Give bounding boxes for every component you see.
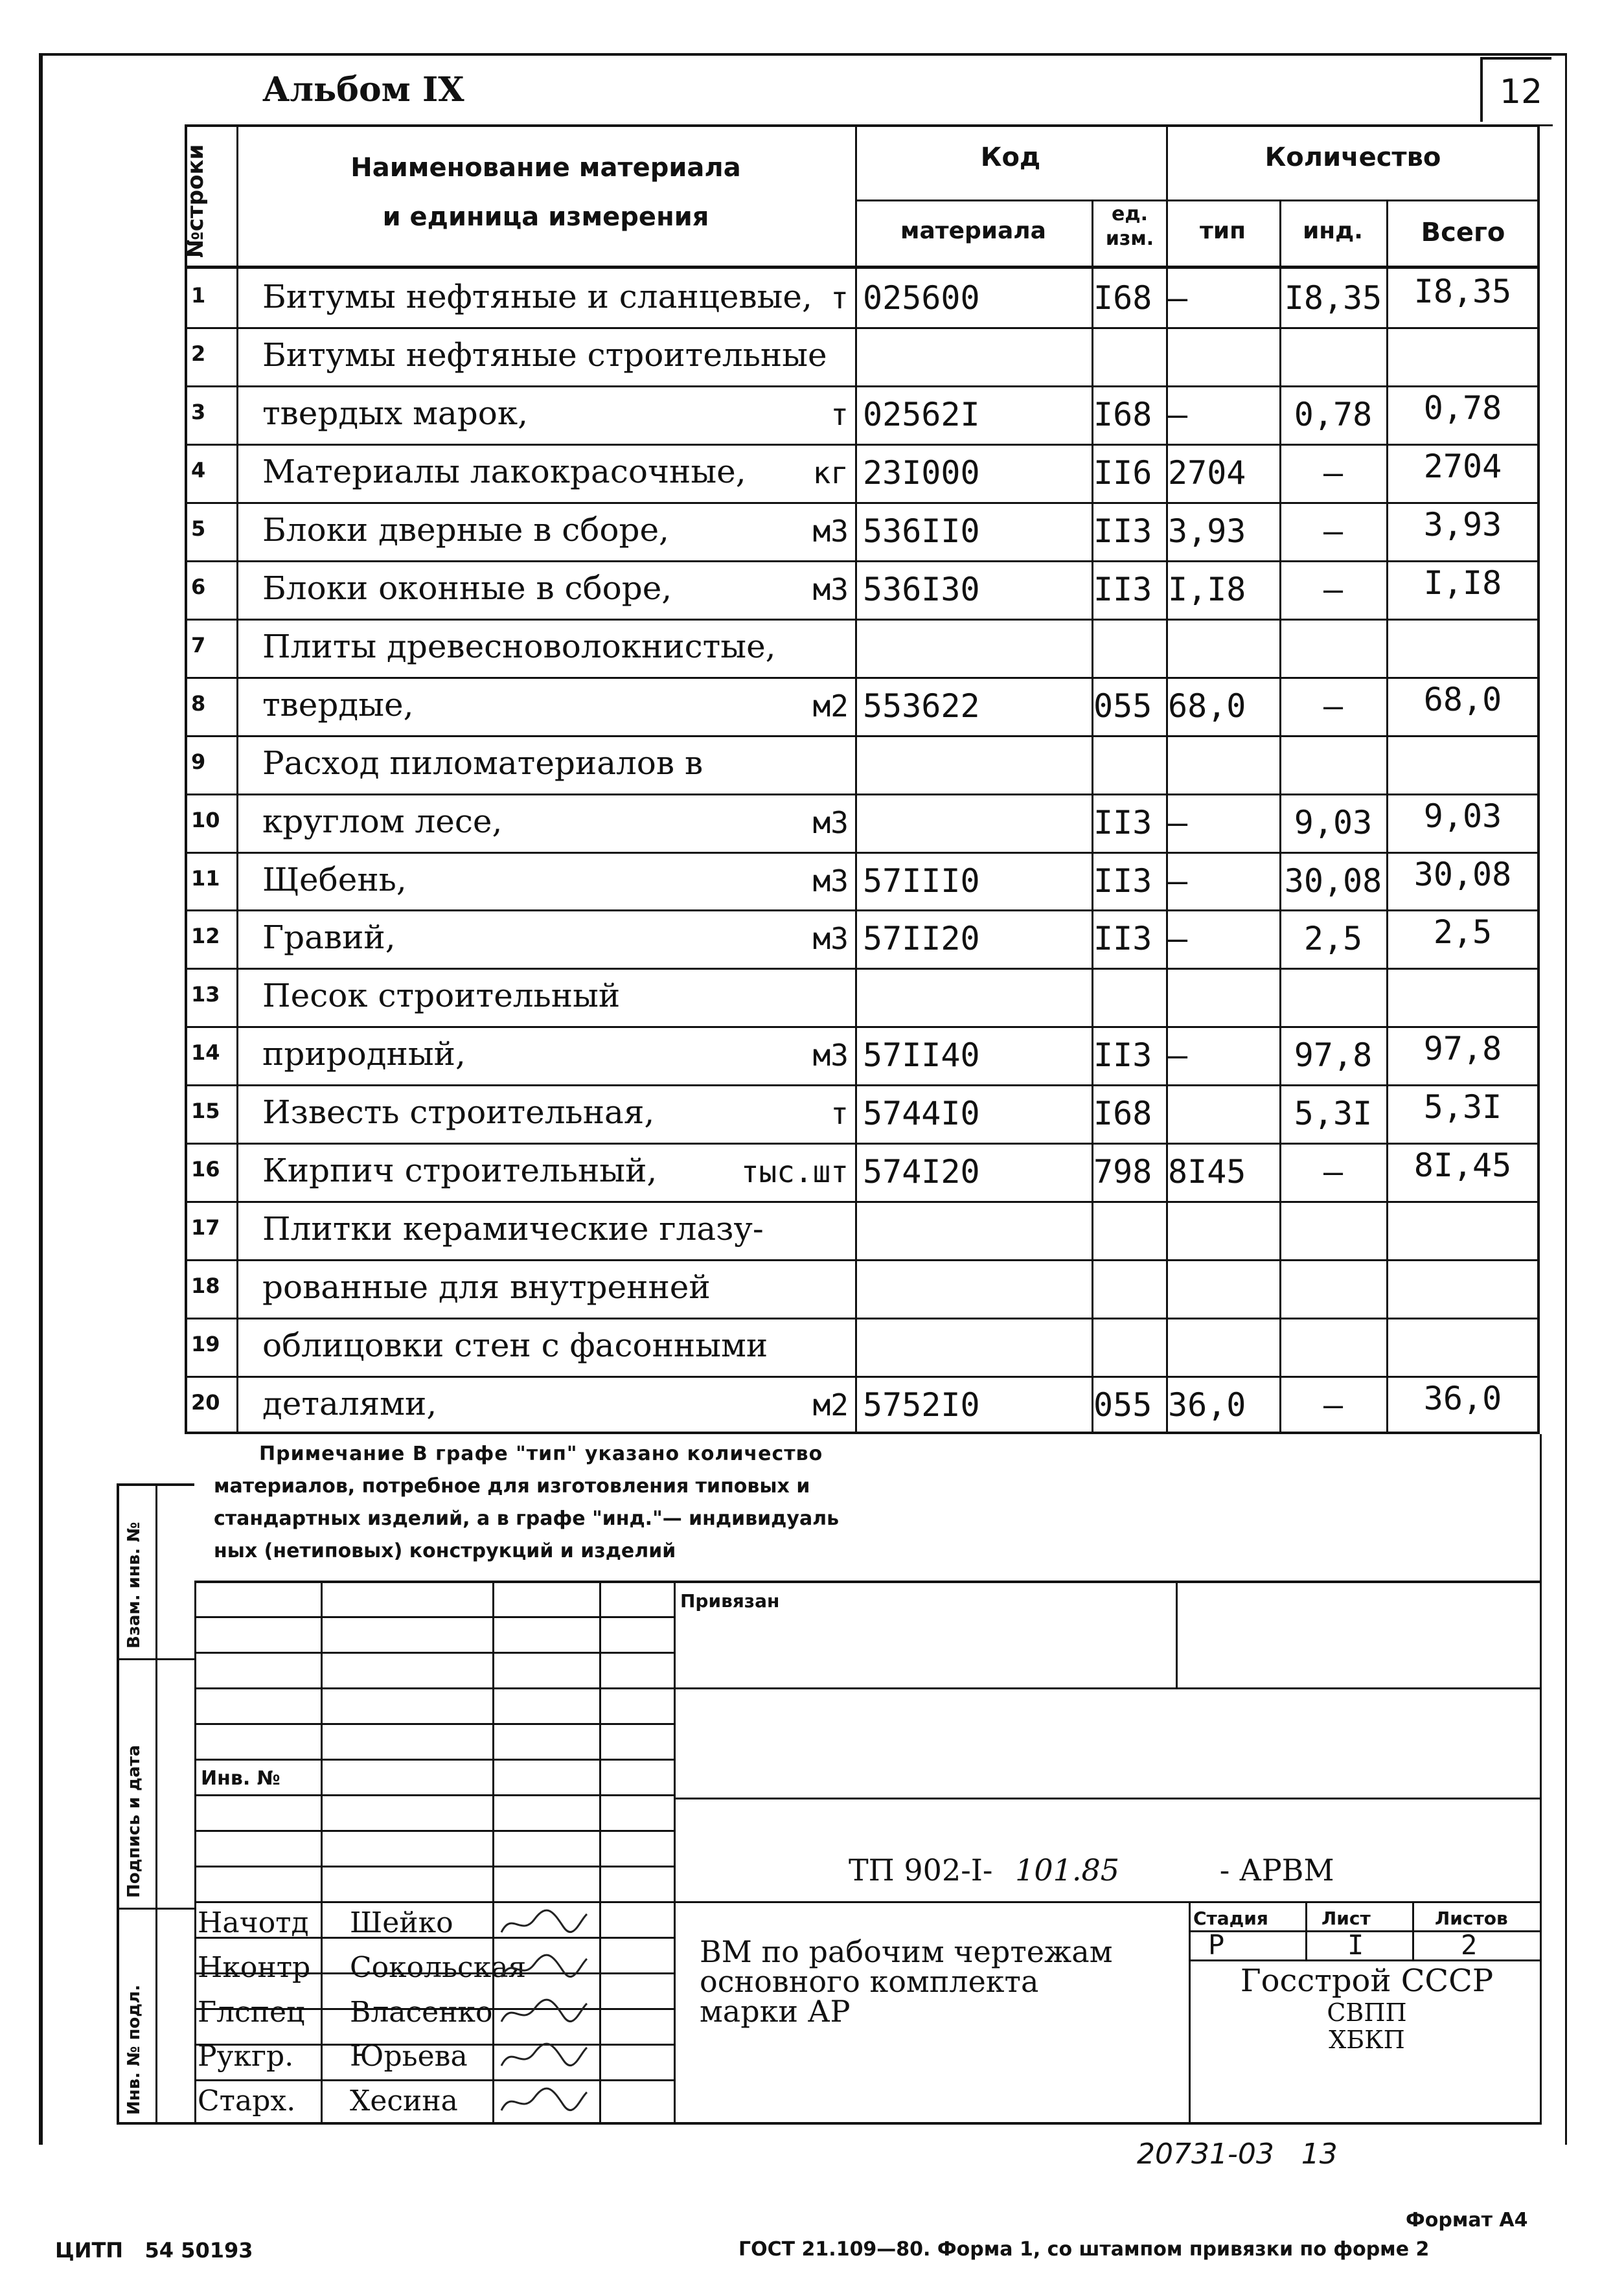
row-number: 8 <box>191 691 206 716</box>
signature-name: Шейко <box>350 1906 453 1939</box>
signature-role: Начотд <box>198 1906 309 1939</box>
signature-scribble <box>499 2086 589 2117</box>
note-line: стандартных изделий, а в графе "инд."— индивидуаль <box>214 1507 840 1530</box>
row-number-header: №строки <box>183 144 209 258</box>
sheet-value: I <box>1347 1929 1364 1961</box>
qty-total: 97,8 <box>1423 1030 1502 1068</box>
material-name: Материалы лакокрасочные, <box>262 452 746 490</box>
signature-name: Сокольская <box>350 1950 527 1984</box>
material-name: твердые, <box>262 685 414 724</box>
row-number: 7 <box>191 632 206 657</box>
table-row <box>185 560 1540 619</box>
unit-code: 055 <box>1093 687 1152 725</box>
title-line: основного комплекта <box>700 1964 1039 1999</box>
organization <box>1192 1963 1542 2053</box>
material-name: Известь строительная, <box>262 1093 655 1132</box>
signature-role: Глспец <box>198 1995 305 2029</box>
qty-total-header: Всего <box>1421 218 1505 247</box>
name-header-line1: Наименование материала <box>350 153 741 183</box>
qty-total: 68,0 <box>1423 680 1502 718</box>
material-unit: м3 <box>812 863 849 898</box>
unit-code: II3 <box>1093 1036 1152 1075</box>
row-number: 12 <box>191 924 220 949</box>
stage-value: Р <box>1208 1929 1225 1961</box>
footer-right: ГОСТ 21.109—80. Форма 1, со штампом привязки по форме 2 <box>738 2238 1430 2261</box>
qty-type: 3,93 <box>1168 512 1246 550</box>
material-unit: т <box>830 280 849 315</box>
material-code: 536II0 <box>863 512 980 550</box>
unit-code: II3 <box>1093 920 1152 958</box>
sheets-value: 2 <box>1461 1929 1478 1961</box>
material-name: Плиты древесноволокнистые, <box>262 627 776 665</box>
material-code: 574I20 <box>863 1153 980 1191</box>
material-name: Кирпич строительный, <box>262 1152 658 1190</box>
title-line: марки АР <box>700 1994 851 2029</box>
unit-code: 798 <box>1093 1153 1152 1191</box>
qty-total: I8,35 <box>1413 273 1512 310</box>
unit-code: II3 <box>1093 570 1152 608</box>
side-label-podpis: Подпись и дата <box>124 1744 144 1898</box>
material-name: Битумы нефтяные строительные <box>262 336 827 374</box>
row-number: 5 <box>191 516 206 541</box>
org-line: ХБКП <box>1329 2026 1405 2054</box>
format-label: Формат А4 <box>1406 2209 1528 2232</box>
qty-ind-header: инд. <box>1303 218 1363 244</box>
material-unit: м3 <box>812 1038 849 1073</box>
qty-type: — <box>1168 803 1188 841</box>
row-number: 11 <box>191 865 220 891</box>
quantity-header: Количество <box>1264 143 1441 172</box>
material-code: 57II20 <box>863 920 980 958</box>
signature-role: Рукгр. <box>198 2040 294 2073</box>
table-row <box>185 1084 1540 1143</box>
note-line: Примечание В графе "тип" указано количество <box>259 1443 823 1465</box>
unit-code: I68 <box>1093 1095 1152 1133</box>
material-code: 025600 <box>863 279 980 317</box>
material-code: 5744I0 <box>863 1095 980 1133</box>
handwritten-number: 20731-03 13 <box>1137 2138 1338 2171</box>
row-number: 14 <box>191 1040 220 1066</box>
row-number: 6 <box>191 574 206 599</box>
code-header: Код <box>980 143 1041 172</box>
table-row <box>185 444 1540 502</box>
qty-ind: — <box>1323 687 1344 725</box>
material-name: Щебень, <box>262 860 407 898</box>
qty-total: 36,0 <box>1423 1380 1502 1418</box>
table-row <box>185 1201 1540 1259</box>
signature-role: Нконтр <box>198 1950 311 1984</box>
note-line: ных (нетиповых) конструкций и изделий <box>214 1540 676 1562</box>
qty-ind: 5,3I <box>1294 1095 1373 1133</box>
material-name: Песок строительный <box>262 977 621 1015</box>
material-name: Гравий, <box>262 919 396 957</box>
signature-scribble <box>499 2041 589 2072</box>
qty-ind: 9,03 <box>1294 803 1373 841</box>
qty-ind: — <box>1323 570 1344 608</box>
table-row <box>185 269 1540 327</box>
qty-total: 3,93 <box>1423 505 1502 543</box>
table-row <box>185 1143 1540 1201</box>
qty-type: — <box>1168 395 1188 433</box>
document-title <box>700 1934 1113 2029</box>
table-row <box>185 852 1540 910</box>
material-unit: м3 <box>812 805 849 840</box>
qty-ind: — <box>1323 512 1344 550</box>
qty-total: 2,5 <box>1433 913 1492 952</box>
material-code: 5752I0 <box>863 1386 980 1424</box>
qty-type: — <box>1168 279 1188 317</box>
material-code: 57II40 <box>863 1036 980 1075</box>
qty-type: 36,0 <box>1168 1386 1246 1424</box>
qty-type: — <box>1168 862 1188 900</box>
qty-type: 2704 <box>1168 453 1246 492</box>
unit-code: II3 <box>1093 862 1152 900</box>
row-number: 1 <box>191 283 206 308</box>
org-line: СВПП <box>1327 1998 1407 2027</box>
material-code: 57III0 <box>863 862 980 900</box>
material-name: твердых марок, <box>262 394 529 432</box>
side-label-vzam: Взам. инв. № <box>124 1522 144 1649</box>
qty-total: 30,08 <box>1413 855 1512 893</box>
qty-type: 8I45 <box>1168 1153 1246 1191</box>
material-code: 02562I <box>863 395 980 433</box>
sheets-label: Листов <box>1435 1908 1508 1929</box>
signature-name: Хесина <box>350 2084 458 2118</box>
note <box>214 1438 1056 1568</box>
inv-no-label: Инв. № <box>201 1767 280 1790</box>
qty-type: 68,0 <box>1168 687 1246 725</box>
unit-code: II3 <box>1093 512 1152 550</box>
qty-ind: 30,08 <box>1284 862 1382 900</box>
doc-code-handwritten: 101.85 <box>1015 1853 1120 1888</box>
table-row <box>185 619 1540 677</box>
material-name: Блоки оконные в сборе, <box>262 569 672 607</box>
unit-code: II3 <box>1093 803 1152 841</box>
material-code: 553622 <box>863 687 980 725</box>
qty-type: — <box>1168 1036 1188 1075</box>
side-label-inv-podl: Инв. № подл. <box>124 1984 144 2115</box>
row-number: 13 <box>191 982 220 1007</box>
unit-code: 055 <box>1093 1386 1152 1424</box>
qty-total: 8I,45 <box>1413 1147 1512 1185</box>
table-row <box>185 677 1540 735</box>
material-name: рованные для внутренней <box>262 1268 711 1307</box>
stage-label: Стадия <box>1193 1908 1268 1929</box>
qty-ind: — <box>1323 1386 1344 1424</box>
material-name: круглом лесе, <box>262 802 503 840</box>
table-row <box>185 1376 1540 1434</box>
row-number: 10 <box>191 807 220 832</box>
material-name: природный, <box>262 1035 466 1073</box>
signature-role: Старх. <box>198 2084 296 2118</box>
signature-name: Власенко <box>350 1995 493 2029</box>
material-unit: т <box>830 396 849 432</box>
qty-total: I,I8 <box>1423 564 1502 602</box>
doc-code-suffix: - АРВМ <box>1219 1853 1334 1888</box>
row-number: 19 <box>191 1332 220 1357</box>
row-number: 20 <box>191 1390 220 1415</box>
table-row <box>185 1318 1540 1376</box>
material-unit: м3 <box>812 513 849 549</box>
unit-code: I68 <box>1093 395 1152 433</box>
signature-scribble <box>499 1952 589 1983</box>
qty-type: I,I8 <box>1168 570 1246 608</box>
row-number: 15 <box>191 1099 220 1124</box>
row-number: 2 <box>191 341 206 366</box>
doc-code <box>849 1853 1334 1888</box>
signature-name: Юрьева <box>350 2040 468 2073</box>
note-line: материалов, потребное для изготовления типовых и <box>214 1475 810 1498</box>
sheet-label: Лист <box>1321 1908 1371 1929</box>
row-number: 17 <box>191 1215 220 1240</box>
qty-ind: I8,35 <box>1284 279 1382 317</box>
table-row <box>185 1026 1540 1084</box>
material-unit: кг <box>812 455 849 490</box>
row-number: 9 <box>191 749 206 774</box>
material-name: Блоки дверные в сборе, <box>262 510 669 549</box>
material-name: облицовки стен с фасонными <box>262 1327 768 1365</box>
table-row <box>185 968 1540 1026</box>
privyazan-label: Привязан <box>680 1590 780 1612</box>
material-unit: тыс.шт <box>740 1154 849 1190</box>
signature-scribble <box>499 1908 589 1939</box>
material-unit: м2 <box>812 688 849 724</box>
qty-ind: 97,8 <box>1294 1036 1373 1075</box>
material-code: 536I30 <box>863 570 980 608</box>
table-row <box>185 909 1540 968</box>
material-unit: т <box>830 1096 849 1132</box>
title-line: ВМ по рабочим чертежам <box>700 1934 1113 1969</box>
table-row <box>185 794 1540 852</box>
album-title: Альбом IX <box>262 70 464 109</box>
qty-ind: — <box>1323 1153 1344 1191</box>
row-number: 4 <box>191 457 206 483</box>
qty-ind: 2,5 <box>1303 920 1363 958</box>
material-unit: м3 <box>812 921 849 957</box>
material-name: деталями, <box>262 1385 437 1423</box>
material-unit: м2 <box>812 1388 849 1423</box>
page-number: 12 <box>1500 73 1543 111</box>
qty-total: 0,78 <box>1423 389 1502 427</box>
org-line: Госстрой СССР <box>1240 1963 1494 1999</box>
qty-total: 5,3I <box>1423 1088 1502 1126</box>
table-row <box>185 327 1540 385</box>
row-number: 18 <box>191 1273 220 1299</box>
table-row <box>185 502 1540 560</box>
footer-left: ЦИТП 54 50193 <box>55 2238 253 2263</box>
table-row <box>185 735 1540 794</box>
table-row <box>185 385 1540 444</box>
qty-total: 9,03 <box>1423 797 1502 835</box>
qty-ind: — <box>1323 453 1344 492</box>
qty-ind: 0,78 <box>1294 395 1373 433</box>
code-material-header: материала <box>900 218 1046 244</box>
qty-total: 2704 <box>1423 447 1502 485</box>
material-name: Расход пиломатериалов в <box>262 744 703 782</box>
table-row <box>185 1259 1540 1318</box>
unit-code: I68 <box>1093 279 1152 317</box>
material-name: Битумы нефтяные и сланцевые, <box>262 278 812 315</box>
signature-scribble <box>499 1997 589 2028</box>
qty-type: — <box>1168 920 1188 958</box>
code-unit-header: ед. изм. <box>1105 203 1154 250</box>
material-name: Плитки керамические глазу- <box>262 1210 764 1248</box>
row-number: 3 <box>191 399 206 424</box>
material-code: 23I000 <box>863 453 980 492</box>
row-number: 16 <box>191 1157 220 1182</box>
name-header-line2: и единица измерения <box>382 202 709 232</box>
doc-code-prefix: ТП 902-I- <box>849 1853 993 1888</box>
unit-code: II6 <box>1093 453 1152 492</box>
qty-type-header: тип <box>1200 218 1246 244</box>
material-unit: м3 <box>812 571 849 607</box>
